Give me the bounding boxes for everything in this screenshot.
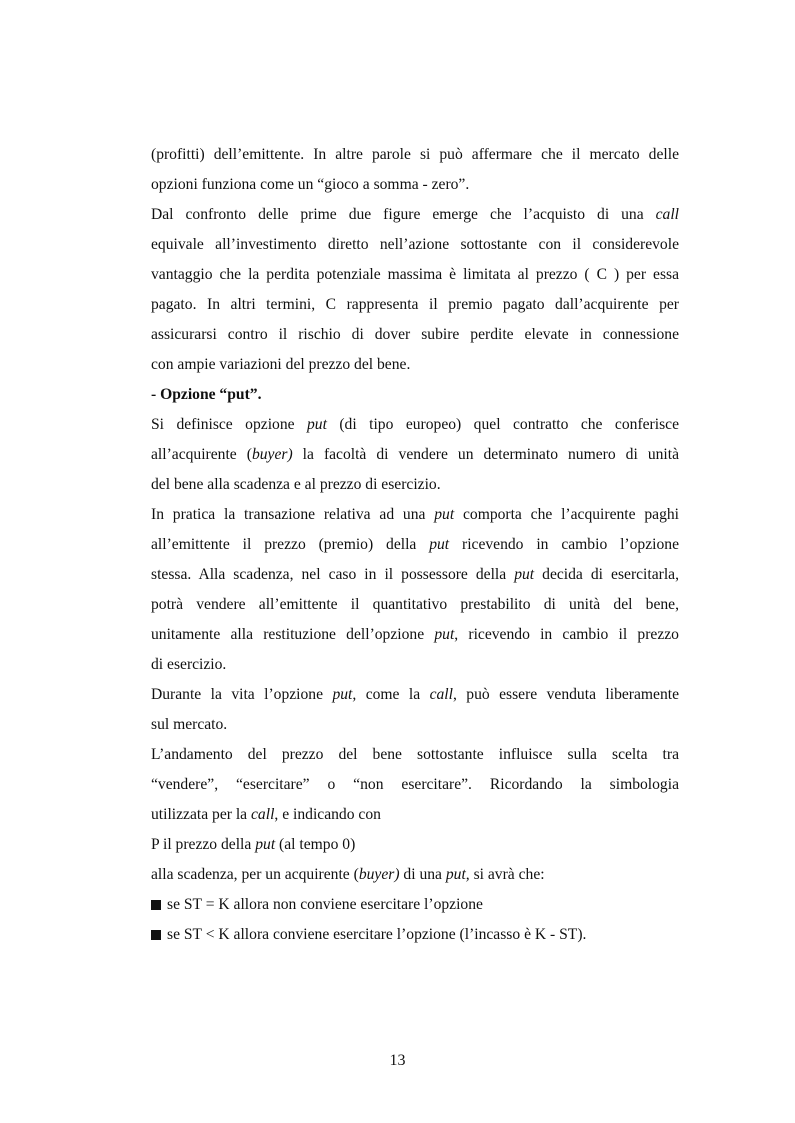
text-line: equivale all’investimento diretto nell’azione sottostante con il considerevole: [151, 236, 679, 253]
text-line: potrà vendere all’emittente il quantitativo prestabilito di unità del bene,: [151, 596, 679, 613]
text-line: Dal confronto delle prime due figure emerge che l’acquisto di una call: [151, 206, 679, 223]
text-line: alla scadenza, per un acquirente (buyer) di una put, si avrà che:: [151, 866, 545, 883]
text-line: Si definisce opzione put (di tipo europeo) quel contratto che conferisce: [151, 416, 679, 433]
text-line: unitamente alla restituzione dell’opzione put, ricevendo in cambio il prezzo: [151, 626, 679, 643]
text-line: L’andamento del prezzo del bene sottostante influisce sulla scelta tra: [151, 746, 679, 763]
text-line: con ampie variazioni del prezzo del bene.: [151, 356, 411, 373]
text-line: del bene alla scadenza e al prezzo di esercizio.: [151, 476, 441, 493]
text-line: P il prezzo della put (al tempo 0): [151, 836, 356, 853]
text-line: stessa. Alla scadenza, nel caso in il possessore della put decida di esercitarla,: [151, 566, 679, 583]
page-number: 13: [389, 1052, 406, 1069]
bullet-item: se ST = K allora non conviene esercitare l’opzione: [151, 890, 679, 920]
text-line: opzioni funziona come un “gioco a somma - zero”.: [151, 176, 470, 193]
text-line: all’emittente il prezzo (premio) della put ricevendo in cambio l’opzione: [151, 536, 679, 553]
square-bullet-icon: [151, 930, 161, 940]
text-line: utilizzata per la call, e indicando con: [151, 806, 381, 823]
text-line: assicurarsi contro il rischio di dover subire perdite elevate in connessione: [151, 326, 679, 343]
text-line: (profitti) dell’emittente. In altre parole si può affermare che il mercato delle: [151, 146, 679, 163]
text-line: all’acquirente (buyer) la facoltà di vendere un determinato numero di unità: [151, 446, 679, 463]
text-line: “vendere”, “esercitare” o “non esercitare”. Ricordando la simbologia: [151, 776, 679, 793]
bullet-item: se ST < K allora conviene esercitare l’opzione (l’incasso è K - ST).: [151, 920, 679, 950]
text-line: sul mercato.: [151, 716, 228, 733]
section-heading: - Opzione “put”.: [151, 386, 262, 403]
text-line: di esercizio.: [151, 656, 227, 673]
text-line: Durante la vita l’opzione put, come la call, può essere venduta liberamente: [151, 686, 679, 703]
text-line: In pratica la transazione relativa ad una put comporta che l’acquirente paghi: [151, 506, 679, 523]
text-line: pagato. In altri termini, C rappresenta il premio pagato dall’acquirente per: [151, 296, 679, 313]
page-body: [151, 140, 679, 950]
text-line: vantaggio che la perdita potenziale massima è limitata al prezzo ( C ) per essa: [151, 266, 679, 283]
square-bullet-icon: [151, 900, 161, 910]
